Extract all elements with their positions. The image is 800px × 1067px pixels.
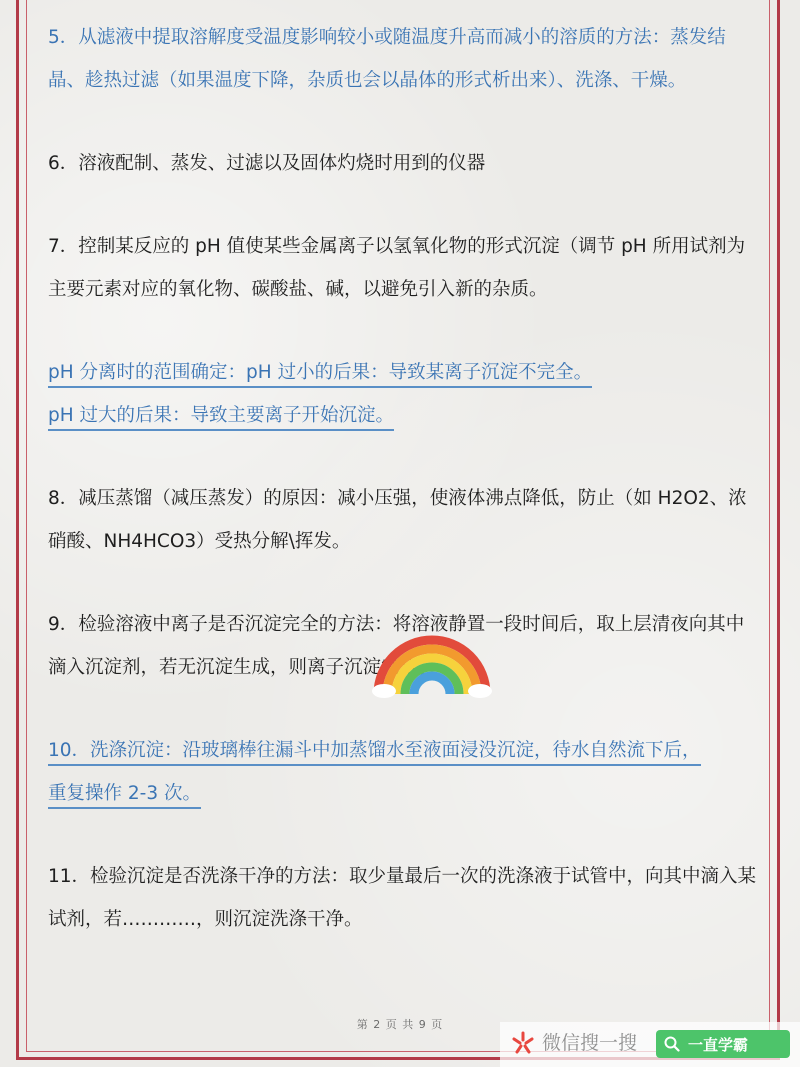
ph-note (48, 351, 760, 437)
page-indicator: 第 2 页 共 9 页 (356, 1018, 444, 1031)
ph-note-line-2: pH 过大的后果：导致主要离子开始沉淀。 (48, 405, 394, 431)
watermark-search-text: 微信搜一搜 (542, 1032, 638, 1054)
ph-note-line-1: pH 分离时的范围确定：pH 过小的后果：导致某离子沉淀不完全。 (48, 362, 592, 388)
rainbow-icon (370, 628, 494, 698)
item-8: 8．减压蒸馏（减压蒸发）的原因：减小压强，使液体沸点降低，防止（如 H2O2、浓硝酸、NH4HCO3）受热分解\挥发。 (48, 488, 747, 552)
account-search-button[interactable] (656, 1030, 790, 1058)
account-name: 一直学霸 (688, 1035, 749, 1054)
item-7: 7．控制某反应的 pH 值使某些金属离子以氢氧化物的形式沉淀（调节 pH 所用试剂为主要元素对应的氧化物、碳酸盐、碱，以避免引入新的杂质。 (48, 236, 746, 300)
item-6: 6．溶液配制、蒸发、过滤以及固体灼烧时用到的仪器 (48, 153, 486, 174)
item-10 (48, 729, 760, 815)
item-5: 5．从滤液中提取溶解度受温度影响较小或随温度升高而减小的溶质的方法：蒸发结晶、趁热过滤（如果温度下降，杂质也会以晶体的形式析出来）、洗涤、干燥。 (48, 27, 726, 91)
item-10-line-2: 重复操作 2-3 次。 (48, 783, 201, 809)
item-10-line-1: 10．洗涤沉淀：沿玻璃棒往漏斗中加蒸馏水至液面浸没沉淀，待水自然流下后， (48, 740, 701, 766)
item-9: 9．检验溶液中离子是否沉淀完全的方法：将溶液静置一段时间后，取上层清夜向其中滴入沉淀剂，若无沉淀生成，则离子沉淀完全。 (48, 614, 745, 678)
wechat-search-logo-icon (510, 1030, 536, 1056)
item-11: 11．检验沉淀是否洗涤干净的方法：取少量最后一次的洗涤液于试管中，向其中滴入某试剂，若…………，则沉淀洗涤干净。 (48, 866, 757, 930)
magnifier-icon (664, 1036, 680, 1052)
document-body (48, 16, 760, 941)
